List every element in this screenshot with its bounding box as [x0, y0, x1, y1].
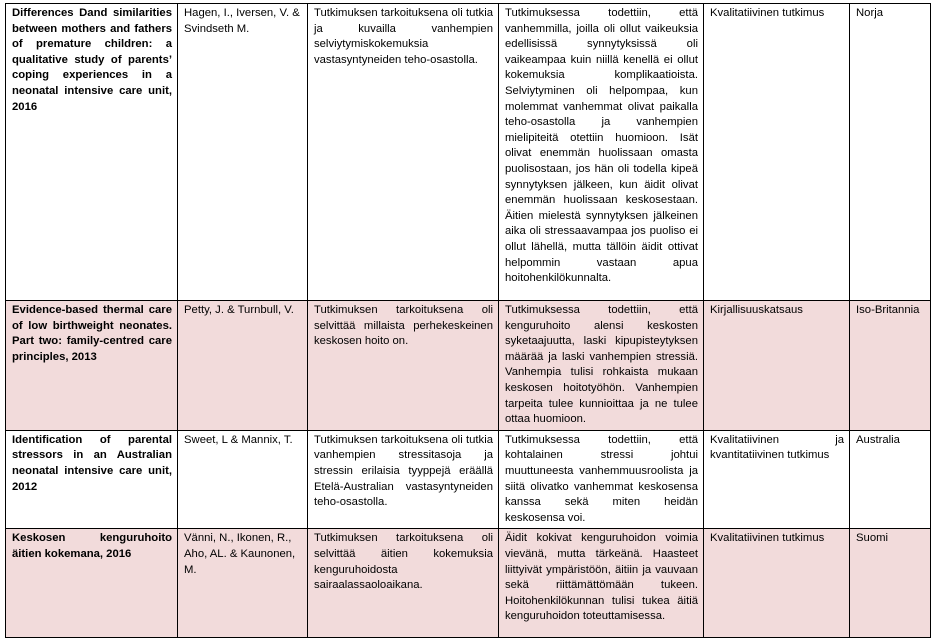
purpose-cell: Tutkimuksen tarkoituksena oli tutkia vanhempien stressitasoja ja stressin erilaisia tyyppejä eräällä Etelä-Australian vastasyntyneiden teho-osastolla. [308, 430, 499, 529]
table-row [6, 301, 931, 431]
country-cell: Norja [850, 4, 931, 301]
study-title-cell: Identification of parental stressors in an Australian neonatal intensive care unit, 2012 [6, 430, 178, 529]
method-cell: Kirjallisuuskatsaus [704, 301, 850, 431]
results-cell: Äidit kokivat kenguruhoidon voimia vievänä, mutta tärkeänä. Haasteet liittyivät ympäristöön, äitiin ja vauvaan sekä riittämättömään tukeen. Hoitohenkilökunnan tulisi tukea äitiä kenguruhoidon toteuttamisessa. [499, 529, 704, 638]
study-title-cell: Keskosen kenguruhoito äitien kokemana, 2016 [6, 529, 178, 638]
study-title-cell: Evidence-based thermal care of low birthweight neonates. Part two: family-centred care principles, 2013 [6, 301, 178, 431]
study-title-cell: Differences Dand similarities between mothers and fathers of premature children: a qualitative study of parents’ coping experiences in a neonatal intensive care unit, 2016 [6, 4, 178, 301]
purpose-cell: Tutkimuksen tarkoituksena oli selvittää millaista perhekeskeinen keskosen hoito on. [308, 301, 499, 431]
authors-cell: Hagen, I., Iversen, V. & Svindseth M. [178, 4, 308, 301]
method-cell: Kvalitatiivinen ja kvantitatiivinen tutkimus [704, 430, 850, 529]
table-row [6, 430, 931, 529]
method-cell: Kvalitatiivinen tutkimus [704, 4, 850, 301]
results-cell: Tutkimuksessa todettiin, että kenguruhoito alensi keskosten syketaajuutta, laski kipupisteytyksen määrää ja laski vanhempien stressiä. Vanhempia tulisi rohkaista mukaan keskosen hoitotyöhön. Vanhempien tarpeita tulee kunnioittaa ja ne tulee ottaa huomioon. [499, 301, 704, 431]
authors-cell: Vänni, N., Ikonen, R., Aho, AL. & Kaunonen, M. [178, 529, 308, 638]
literature-review-table [5, 3, 931, 638]
results-cell: Tutkimuksessa todettiin, että vanhemmilla, joilla oli ollut vaikeuksia edellisissä synnytyksissä oli vaikeampaa kuin niillä kenellä ei ollut kokemuksia komplikaatioista. Selviytyminen oli helpompaa, kun molemmat vanhemmat olivat paikalla teho-osastolla ja vanhempien mielipiteitä otettiin huomioon. Isät olivat enemmän huolissaan omasta puolisostaan, jos hän oli todella kipeä synnytyksen jälkeen, kun äidit olivat enemmän huolissaan keskosestaan. Äitien mielestä synnytyksen jälkeinen aika oli stressaavampaa jos puoliso ei ollut lähellä, mutta tällöin äidit ottivat helpommin vastaan apua hoitohenkilökunnalta. [499, 4, 704, 301]
purpose-cell: Tutkimuksen tarkoituksena oli tutkia ja kuvailla vanhempien selviytymiskokemuksia vastasyntyneiden teho-osastolla. [308, 4, 499, 301]
purpose-cell: Tutkimuksen tarkoituksena oli selvittää äitien kokemuksia kenguruhoidosta sairaalassaoloaikana. [308, 529, 499, 638]
method-cell: Kvalitatiivinen tutkimus [704, 529, 850, 638]
table-row [6, 529, 931, 638]
authors-cell: Petty, J. & Turnbull, V. [178, 301, 308, 431]
results-cell: Tutkimuksessa todettiin, että kohtalainen stressi johtui muuttuneesta vanhemmuusroolista ja siitä olivatko vanhemmat keskosensa kanssa sekä miten heidän keskosensa voi. [499, 430, 704, 529]
table-row [6, 4, 931, 301]
authors-cell: Sweet, L & Mannix, T. [178, 430, 308, 529]
country-cell: Suomi [850, 529, 931, 638]
country-cell: Australia [850, 430, 931, 529]
country-cell: Iso-Britannia [850, 301, 931, 431]
